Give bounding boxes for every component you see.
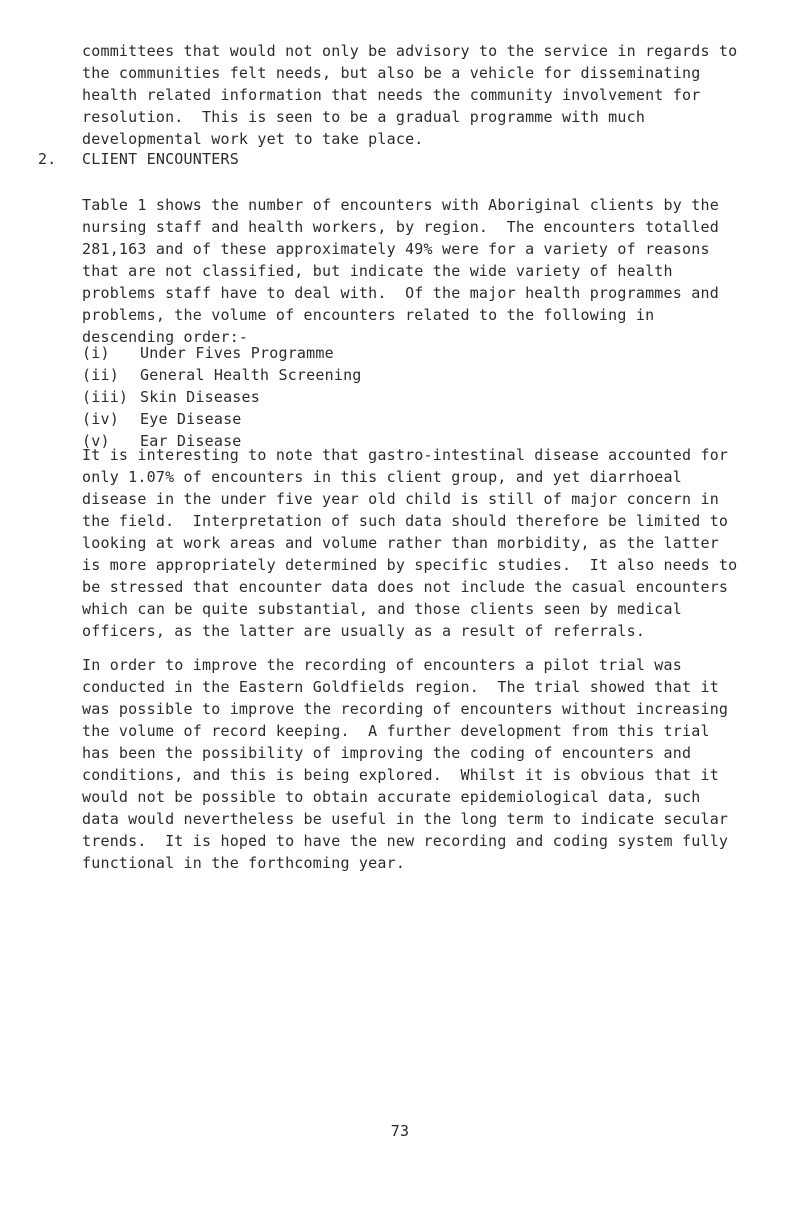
text-line: In order to improve the recording of encounters a pilot trial was bbox=[82, 656, 682, 674]
page-number: 73 bbox=[390, 1122, 410, 1140]
text-line: committees that would not only be advisory to the service in regards to bbox=[82, 42, 738, 60]
list-marker: (iii) bbox=[82, 388, 129, 406]
list-item-text: Ear Disease bbox=[140, 432, 242, 450]
list-item-text: Under Fives Programme bbox=[140, 344, 334, 362]
text-line: conditions, and this is being explored. Whilst it is obvious that it bbox=[82, 766, 719, 784]
list-item bbox=[82, 408, 362, 430]
text-line: has been the possibility of improving the coding of encounters and bbox=[82, 744, 692, 762]
text-line: disease in the under five year old child is still of major concern in bbox=[82, 490, 719, 508]
text-line: Table 1 shows the number of encounters with Aboriginal clients by the bbox=[82, 196, 719, 214]
text-line: resolution. This is seen to be a gradual programme with much bbox=[82, 108, 646, 126]
list-marker: (i) bbox=[82, 344, 110, 362]
text-line: nursing staff and health workers, by region. The encounters totalled bbox=[82, 218, 719, 236]
text-line: problems staff have to deal with. Of the major health programmes and bbox=[82, 284, 719, 302]
text-line: descending order:- bbox=[82, 328, 249, 346]
text-line: is more appropriately determined by specific studies. It also needs to bbox=[82, 556, 738, 574]
text-line: 281,163 and of these approximately 49% were for a variety of reasons bbox=[82, 240, 710, 258]
section-number: 2. bbox=[38, 150, 57, 168]
text-line: that are not classified, but indicate the wide variety of health bbox=[82, 262, 673, 280]
list-item-text: Eye Disease bbox=[140, 410, 242, 428]
text-line: officers, as the latter are usually as a result of referrals. bbox=[82, 622, 646, 640]
list-marker: (v) bbox=[82, 432, 110, 450]
list-item bbox=[82, 386, 362, 408]
list-item-text: Skin Diseases bbox=[140, 388, 260, 406]
programme-list bbox=[82, 342, 362, 452]
paragraph-table-summary bbox=[82, 194, 742, 348]
paragraph-pilot-trial bbox=[82, 654, 742, 874]
text-line: the volume of record keeping. A further development from this trial bbox=[82, 722, 710, 740]
list-marker: (ii) bbox=[82, 366, 119, 384]
text-line: be stressed that encounter data does not include the casual encounters bbox=[82, 578, 729, 596]
text-line: looking at work areas and volume rather than morbidity, as the latter bbox=[82, 534, 719, 552]
text-line: It is interesting to note that gastro-intestinal disease accounted for bbox=[82, 446, 729, 464]
text-line: health related information that needs the community involvement for bbox=[82, 86, 701, 104]
text-line: functional in the forthcoming year. bbox=[82, 854, 406, 872]
text-line: data would nevertheless be useful in the long term to indicate secular bbox=[82, 810, 729, 828]
list-item bbox=[82, 364, 362, 386]
text-line: would not be possible to obtain accurate epidemiological data, such bbox=[82, 788, 701, 806]
section-heading: CLIENT ENCOUNTERS bbox=[82, 150, 239, 168]
list-item-text: General Health Screening bbox=[140, 366, 362, 384]
text-line: the field. Interpretation of such data should therefore be limited to bbox=[82, 512, 729, 530]
text-line: which can be quite substantial, and those clients seen by medical bbox=[82, 600, 682, 618]
text-line: trends. It is hoped to have the new recording and coding system fully bbox=[82, 832, 729, 850]
text-line: developmental work yet to take place. bbox=[82, 130, 424, 148]
text-line: problems, the volume of encounters related to the following in bbox=[82, 306, 655, 324]
paragraph-gastro-intestinal bbox=[82, 444, 742, 642]
text-line: was possible to improve the recording of encounters without increasing bbox=[82, 700, 729, 718]
text-line: the communities felt needs, but also be a vehicle for disseminating bbox=[82, 64, 701, 82]
text-line: conducted in the Eastern Goldfields region. The trial showed that it bbox=[82, 678, 719, 696]
list-item bbox=[82, 342, 362, 364]
paragraph-committees bbox=[82, 40, 742, 150]
text-line: only 1.07% of encounters in this client group, and yet diarrhoeal bbox=[82, 468, 682, 486]
list-marker: (iv) bbox=[82, 410, 119, 428]
